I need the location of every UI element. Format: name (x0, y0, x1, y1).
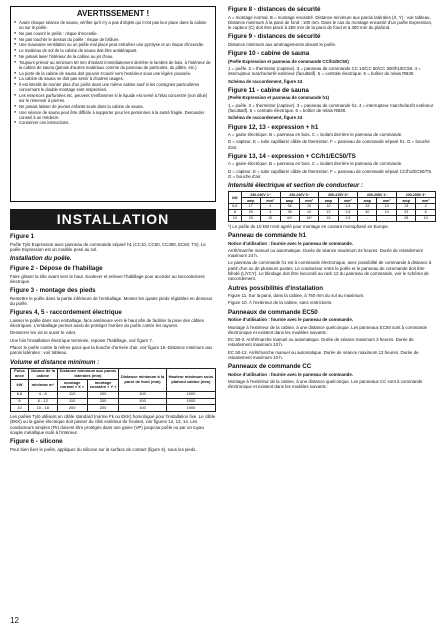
installation-banner: INSTALLATION (10, 209, 216, 230)
table-cell: 10 - 18 (29, 405, 58, 412)
table-unit: amp (280, 198, 299, 204)
table-cell: 1,5 (338, 204, 358, 210)
ec50-text: Montage à l'extérieur de la cabine, à une distance quelconque. Les panneaux EC50 sont à commande électronique et existent dans les modèles suivants : (228, 324, 428, 335)
fig10-text: 1 = poêle. 2 = thermistor (capteur). 3 = panneau de commande CC 10/CC 50/CC 300/h1/EC50. 4 = interrupteur marche/arrêt extérieur (facultatif). 5 = centrale électrique. 6 = boîtier de relais RB30. (228, 65, 421, 77)
cc-text: Montage à l'extérieur de la cabine, à une distance quelconque. Les panneaux CC sont à commande électronique et existent dans les modèles suivants : (228, 379, 423, 390)
h1-text: Arrêt/marche manuel ou automatique. Durée de séance maximum 24 heures. Durée de retardement maximum 24 h. (228, 247, 423, 259)
table-header: Volume de la cabine (29, 368, 58, 380)
table-unit: mm² (377, 198, 397, 204)
warning-item: ● La cabine de sauna ne doit pas servir à d'autres usages. (14, 76, 212, 81)
cable-text: Les poêles Tylö utilisent un câble standard (norme Fk ou EKK) homologué pour l'installation fixe. Le câble (EKK) ou la gaine électrique doit passer du côté extérieur de l'isolant, voir figures 12, 13, 14. Les conducteurs simples (Fk) doivent être protégés dans une gaine (VP) jusqu'au poêle ou par un tuyau souple métallique isolé à l'intérieur. (10, 414, 216, 436)
table-cell: 40 (358, 210, 377, 216)
fig45-text: Laisser le poêle dans son emballage, face antérieure vers le haut afin de faciliter la pose des câbles électriques. L'emballage permet aussi de protéger l'arrière du poêle contre les rayures. (10, 317, 205, 329)
table-cell: 23 (397, 210, 416, 216)
table-cell: 6 - 12 (29, 398, 58, 405)
ec50-lead: Notice d'utilisation : fournie avec le panneau de commande. (228, 317, 353, 323)
fig8-heading: Figure 8 - distances de sécurité (228, 6, 321, 13)
fig3-text: Remettre le poêle dans la partie inférieure de l'emballage. Monter les quatre pieds réglables en dessous du poêle. (10, 295, 213, 306)
table-cell: 10 (229, 215, 242, 221)
fig2-text: Faire glisser la tôle avant vers le haut. Soulever et enlever l'habillage pour accéder au raccordement électrique. (10, 273, 205, 284)
fig13-heading: Figure 13, 14 - expression + CC/h1/EC50/TS (228, 152, 356, 160)
table-cell: 4 (260, 204, 280, 210)
table-cell: 20 (241, 210, 260, 216)
table-cell: 10 (377, 204, 397, 210)
table-subheader: montage encastré « Y » (87, 380, 119, 392)
left-column (10, 6, 216, 454)
ec50-3-text: EC 50-3. Arrêt/marche manuel ou automatique. Durée de séance maximum 3 heures. Durée de retardement maximum 10 h. (228, 337, 414, 348)
table-cell: 10 (260, 215, 280, 221)
table-cell: 100 (119, 391, 166, 398)
table-row (11, 368, 216, 380)
fig12-heading: Figure 12, 13 - expression + h1 (228, 123, 319, 131)
fig9-heading: Figure 9 - distances de sécurité (228, 33, 321, 41)
table-cell: 6,6 (11, 391, 29, 398)
fig45-heading: Figures 4, 5 - raccordement électrique (10, 309, 122, 317)
cc-heading: Panneaux de commande CC (228, 363, 312, 371)
power-heading: Intensité électrique et section de conducteur : (228, 182, 364, 190)
warning-item: ● Il est interdit de monter plus d'un poêle dans une même cabine sauf si les consignes particulières concernant le double montage sont respectées. (14, 82, 212, 92)
h1-lead: Notice d'utilisation : fournie avec le panneau de commande. (228, 240, 353, 246)
warning-box (10, 6, 216, 202)
table-cell: 200 (87, 405, 119, 412)
table-cell: 8 (11, 398, 29, 405)
other-heading: Autres possibilités d'installation (228, 284, 323, 292)
table-cell: 8 (229, 210, 242, 216)
table-subheader: kW (11, 380, 29, 392)
warning-item: ● Ne pas toucher le dessus du poêle : risque de brûlure. (14, 37, 212, 42)
fig11-heading: Figure 11 - cabine de sauna (228, 86, 309, 94)
table-cell: 19 (397, 204, 416, 210)
volume-heading: Volume et distance minimum : (10, 358, 100, 366)
right-column (228, 6, 436, 392)
table-cell: 10 (416, 215, 436, 221)
table-header: Distance minimum aux parois latérales (mm) (57, 368, 119, 380)
table-cell: 200 (87, 398, 119, 405)
warning-item: ● Le matériau de sol de la cabine de sauna doit être antidérapant. (14, 48, 212, 53)
table-header: Puiss ance (11, 368, 29, 380)
power-note: *) Le poêle de 10 kW n'est agréé pour montage en courant monophasé en Europe. (228, 223, 389, 229)
warning-item: ● Conserver ces instructions. (14, 120, 212, 125)
table-cell: 25 (241, 215, 260, 221)
fig2-heading: Figure 2 - Dépose de l'habillage (10, 265, 103, 273)
table-cell: 15 (319, 215, 338, 221)
table-row (11, 391, 216, 398)
table-cell: 2,5 (338, 215, 358, 221)
fig12-text: D = capteur. E = tube capillaire/ câble de thermistor. F = panneau de commande séparé h1. G = bouche d'air. (228, 139, 430, 150)
fig45-text: Une fois l'installation électrique terminée, reposer l'habillage, voir figure 7. (10, 337, 153, 343)
h1-heading: Panneau de commande h1 (228, 232, 307, 240)
table-cell: 35 (280, 210, 299, 216)
table-cell: 17 (241, 204, 260, 210)
fig1-heading: Figure 1 (10, 233, 35, 240)
warning-item: ● Toujours prévoir au minimum 50 mm d'isolant immédiatement derrière le lambris de bois, à l'intérieur de la cabine de sauna (jamais d'autres matériaux comme du panneau de particules, du plâtre, etc.) (14, 60, 212, 70)
table-unit: amp (397, 198, 416, 204)
ec50-heading: Panneaux de commande EC50 (228, 308, 318, 316)
table-cell: 36 (280, 204, 299, 210)
table-header: Hauteur minimum sous plafond cabine (mm) (166, 368, 215, 391)
other-text: Figure 10. À l'extérieur de la cabine, sans restrictions. (228, 300, 333, 306)
table-unit: amp (358, 198, 377, 204)
table-cell: 6 (416, 210, 436, 216)
fig3-heading: Figure 3 - montage des pieds (10, 287, 96, 295)
table-unit: mm² (260, 198, 280, 204)
fig6-text: Pour bien fixer le poêle, appliquer du silicone sur la surface de contact (figure 6), sous les pieds. (10, 446, 197, 452)
table-cell: 4 (416, 204, 436, 210)
table-cell: 100 (119, 398, 166, 405)
fig10-heading: Figure 10 - cabine de sauna (228, 50, 310, 58)
table-cell: 110 (57, 398, 87, 405)
warning-title: AVERTISSEMENT ! (76, 9, 150, 18)
table-cell: 10 (319, 204, 338, 210)
table-cell: 110 (57, 391, 87, 398)
fig9-text: Distance minimum aux aménagements devant le poêle. (228, 41, 337, 47)
page-number: 12 (10, 616, 19, 625)
table-cell: 4 (260, 210, 280, 216)
warning-item: ● Ne pas couvrir le poêle : risque d'incendie. (14, 31, 212, 36)
warning-item: ● Une séance de sauna peut être difficile à supporter pour les personnes à la santé fragile. Demander conseil à un médecin. (14, 110, 212, 120)
table-cell: 10 (299, 204, 319, 210)
fig11-subtitle: (Poêle Expression et panneau de commande h1) (228, 95, 330, 101)
fig45-text: Desserrer les vis et ouvrir le volet. (10, 330, 77, 336)
warning-item: ● La porte de la cabine de sauna doit pouvoir s'ouvrir vers l'extérieur sous une légère poussée. (14, 71, 212, 76)
table-cell: 44* (280, 215, 299, 221)
fig10-note: Schéma de raccordement, figure 24 (228, 78, 303, 84)
table-cell: 33 (358, 204, 377, 210)
fig13-text: A = gaine électrique. B = panneau en bois. C = isolant derrière le panneau de commande. (228, 161, 403, 167)
table-unit: amp (241, 198, 260, 204)
table-unit: mm² (299, 198, 319, 204)
table-cell: 100 (119, 405, 166, 412)
table-cell: 1900 (166, 405, 215, 412)
table-unit: mm² (416, 198, 436, 204)
table-cell: 200 (87, 391, 119, 398)
table-cell: 1900 (166, 398, 215, 405)
fig13-text: D = capteur. E = tube capillaire/ câble de thermistor. F = panneau de commande séparé CC/h1/EC50/TS. G = bouche d'air. (228, 168, 433, 180)
cc-lead: Notice d'utilisation : fournie avec le panneau de commande. (228, 371, 353, 377)
table-subheader: min/max m³ (29, 380, 58, 392)
table-cell: 1900 (166, 391, 215, 398)
warning-item: ● Avant chaque séance de sauna, vérifier qu'il n'y a pas d'objets qui n'ont pas leur place dans la cabine ou sur le poêle. (14, 20, 212, 30)
table-header: kW (229, 192, 242, 204)
table-cell: 6,6 (229, 204, 242, 210)
table-cell: 10 (299, 210, 319, 216)
volume-table (10, 368, 216, 413)
warning-item: ● Ne jamais laver l'intérieur de la cabine au jet d'eau. (14, 54, 212, 59)
ec50-12-text: EC 50-12. Arrêt/marche manuel ou automatique. Durée de séance maximum 12 heures. Durée de retardement maximum 10 h. (228, 349, 419, 361)
table-row (11, 398, 216, 405)
fig10-subtitle: (Poêle Expression et panneau de commande CC/h1/EC50) (228, 58, 349, 64)
table-cell: 28 (397, 215, 416, 221)
table-cell: 12 (319, 210, 338, 216)
table-subheader: montage normal « X » (57, 380, 87, 392)
table-cell: - (377, 215, 397, 221)
fig11-text: 1 = poêle. 2 = thermistor (capteur). 3 = panneau de commande h1. 4 = interrupteur marche/arrêt extérieur (facultatif). 5 = centrale électrique. 6 = boîtier de relais RB30. (228, 102, 434, 113)
fig11-note: Schéma de raccordement, figure 24 (228, 115, 303, 121)
fig12-text: A = gaine électrique. B = panneau en bois. C = isolant derrière le panneau de commande. (228, 132, 403, 138)
table-cell: 4 - 8 (29, 391, 58, 398)
table-unit: mm² (338, 198, 358, 204)
table-cell: 10 (11, 405, 29, 412)
table-header: 230-240V 3~ (280, 192, 319, 198)
power-table (228, 191, 436, 221)
other-text: Figure 11. Sur la paroi, dans la cabine, à 760 mm du sol au maximum. (228, 293, 365, 299)
table-header: 400-415V 3~ (319, 192, 358, 198)
table-row (229, 215, 436, 221)
fig1-text: Poêle Tylö Expression avec panneau de commande séparé h1 (CC10, CC50, CC300, EC50, TS). Le poêle Expression est un modèle posé au sol. (10, 241, 206, 252)
table-header: 200-208V 3~ (397, 192, 436, 198)
fig45-text: Placer le poêle contre la même paroi que la bouche d'arrivée d'air, voir figure 16.-Distance minimum aux parois latérales : voir tableau. (10, 344, 213, 356)
warning-item: ● Les essences parfumées etc. peuvent s'enflammer si le liquide est versé à l'état concentré (non dilué) sur le réservoir à pierres. (14, 93, 212, 103)
table-header: 230-240V 1~ (241, 192, 280, 198)
warning-item: ● Ne jamais laisser de jeunes enfants seuls dans la cabine de sauna. (14, 104, 212, 109)
fig6-heading: Figure 6 - silicone (10, 438, 63, 446)
warning-item: ● Une mauvaise ventilation ou un poêle mal placé peut entraîner une pyrolyse et un risque d'incendie. (14, 42, 212, 47)
table-header: Distance minimum à la paroi de fond (mm) (119, 368, 166, 391)
table-cell: 16* (299, 215, 319, 221)
fig8-text: A = montage normal. B = montage encastré. Distance minimum aux parois latérales (X, Y) : voir tableau. Distance minimum à la paroi de fond : 100 mm. Dans le cas du montage encastré d'un poêle Expression, le capteur (C) doit être placé à 250 mm de la paroi de fond et à 300 mm du plafond. (228, 14, 433, 31)
h1-text: Le panneau de commande h1 est à commande électronique, avec possibilité de commande à distance à partir d'un ou de plusieurs postes. Le conducteur entre le poêle et le panneau de commande doit être blindé (LiYCY). Le blindage doit être raccordé au rack 12 du panneau de commande, voir le schéma de raccordement. (228, 260, 432, 282)
table-cell: 200 (57, 405, 87, 412)
table-cell: 2,5 (338, 210, 358, 216)
install-heading: Installation du poêle. (10, 255, 72, 263)
table-unit: amp (319, 198, 338, 204)
table-cell: - (358, 215, 377, 221)
table-header: 200-208V 1~ (358, 192, 397, 198)
table-row (11, 405, 216, 412)
table-cell: 10 (377, 210, 397, 216)
